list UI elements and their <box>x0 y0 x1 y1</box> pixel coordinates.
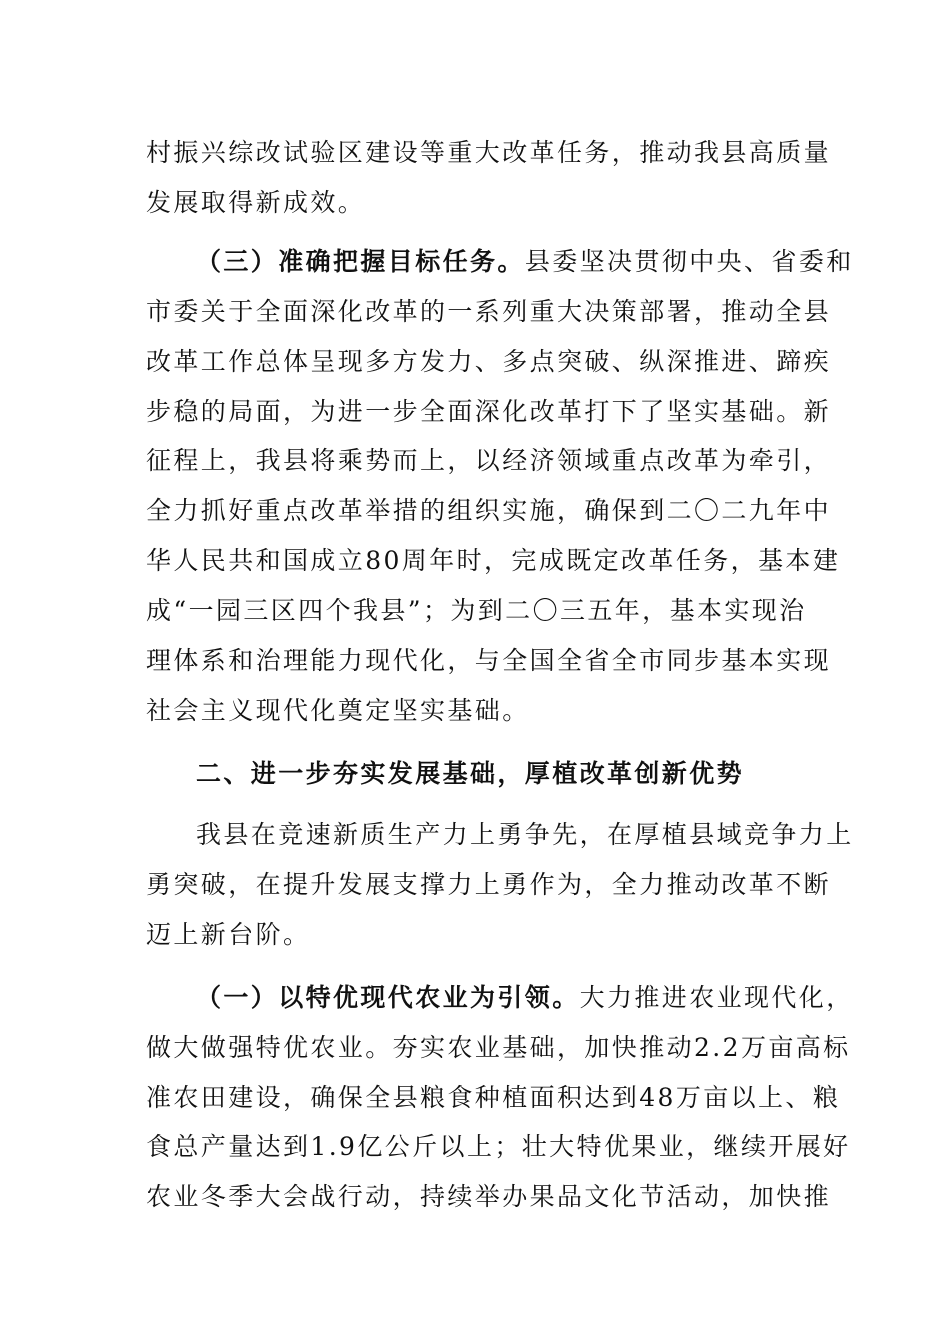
paragraph-line: 迈上新台阶。 <box>146 920 311 949</box>
paragraph-line: 勇突破，在提升发展支撑力上勇作为，全力推动改革不断 <box>146 870 832 899</box>
paragraph-line: 理体系和治理能力现代化，与全国全省全市同步基本实现 <box>146 646 832 675</box>
paragraph-text: 大力推进农业现代化， <box>579 983 854 1012</box>
paragraph-line: 发展取得新成效。 <box>146 188 366 217</box>
paragraph-line: 社会主义现代化奠定坚实基础。 <box>146 696 530 725</box>
subheading-lead: （三）准确把握目标任务。 <box>196 247 525 276</box>
paragraph-line <box>146 1222 816 1272</box>
paragraph-line: 农业冬季大会战行动，持续举办果品文化节活动，加快推 <box>146 1182 832 1211</box>
paragraph-line: 做大做强特优农业。夯实农业基础，加快推动2.2万亩高标 <box>146 1033 851 1062</box>
paragraph-text: 县委坚决贯彻中央、省委和 <box>524 247 854 276</box>
section-heading: 二、进一步夯实发展基础，厚植改革创新优势 <box>196 759 745 788</box>
paragraph-line: 全力抓好重点改革举措的组织实施，确保到二〇二九年中 <box>146 496 832 525</box>
paragraph-line: 食总产量达到1.9亿公斤以上；壮大特优果业，继续开展好 <box>146 1132 851 1161</box>
subheading-lead: （一）以特优现代农业为引领。 <box>196 983 580 1012</box>
paragraph-line: 成“一园三区四个我县”；为到二〇三五年，基本实现治 <box>146 596 807 625</box>
paragraph-line: 准农田建设，确保全县粮食种植面积达到48万亩以上、粮 <box>146 1083 841 1112</box>
paragraph-line: 市委关于全面深化改革的一系列重大决策部署，推动全县 <box>146 297 832 326</box>
paragraph-line: 征程上，我县将乘势而上，以经济领域重点改革为牵引， <box>146 446 832 475</box>
paragraph-line: 步稳的局面，为进一步全面深化改革打下了坚实基础。新 <box>146 397 832 426</box>
paragraph-line: 改革工作总体呈现多方发力、多点突破、纵深推进、蹄疾 <box>146 347 832 376</box>
paragraph-line: 我县在竞速新质生产力上勇争先，在厚植县域竞争力上 <box>196 820 854 849</box>
paragraph-line <box>196 237 854 287</box>
paragraph-line: 华人民共和国成立80周年时，完成既定改革任务，基本建 <box>146 546 841 575</box>
paragraph-line: 村振兴综改试验区建设等重大改革任务，推动我县高质量 <box>146 138 832 167</box>
paragraph-line <box>196 973 854 1023</box>
